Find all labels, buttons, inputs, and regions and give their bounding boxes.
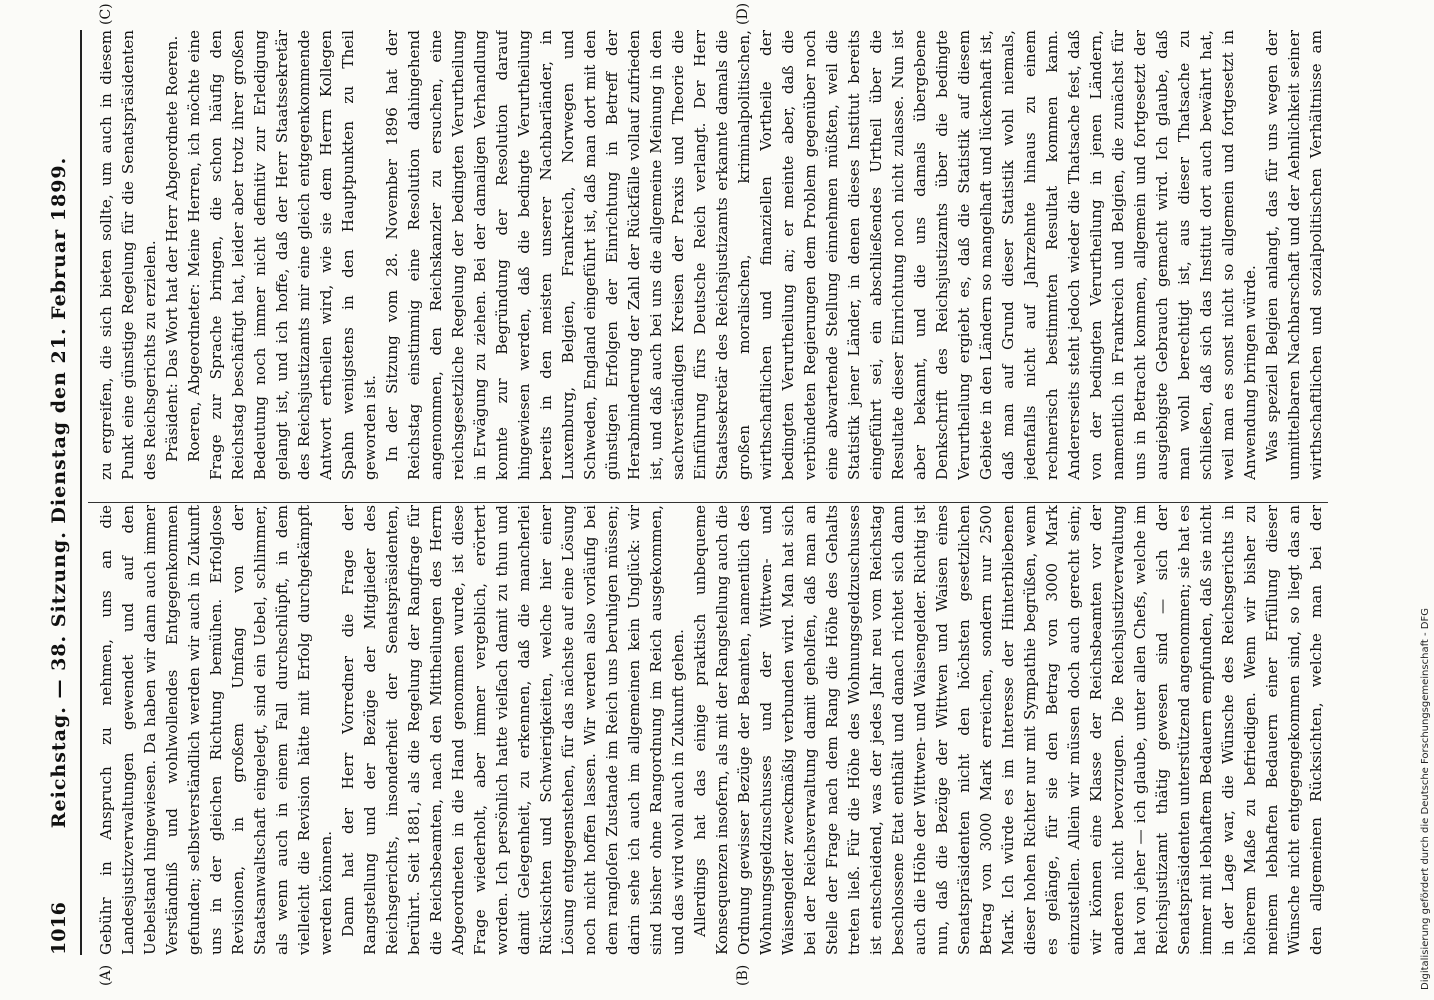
margin-mark-b: (B) [735, 964, 751, 986]
page-header [40, 30, 82, 955]
digitization-credit: Digitalisierung gefördert durch die Deutsche Forschungsgemeinschaft - DFG [1420, 607, 1431, 990]
paragraph: Was speziell Belgien anlangt, das für uns wegen der unmittelbaren Nachbarschaft und der Aehnlichkeit seiner wirthschaftlichen und sozialpolitischen Verhältnisse am [1263, 30, 1325, 480]
margin-mark-c: (C) [98, 3, 114, 25]
column-divider [88, 502, 1328, 503]
left-column [95, 505, 1325, 955]
paragraph: Gebühr in Anspruch zu nehmen, uns an die Landesjustizverwaltungen gewendet und auf den Uebelstand hingewiesen. Da haben wir dann auch immer Verständniß und wohlwollendes Entgegenkommen gefunden; selbstverständlich werden wir auch in Zukunft uns in der gleichen Richtung bemühen. Erfolglose Revisionen, in großem Umfang von der Staatsanwaltschaft eingelegt, sind ein Uebel, schlimmer, als wenn auch in einem Fall durchschlüpft, in dem vielleicht die Revision hätte mit Erfolg durchgekämpft werden können. [97, 505, 335, 955]
paragraph: Dann hat der Herr Vorredner die Frage der Rangstellung und der Bezüge der Mitglieder des Reichsgerichts, insonderheit der Senatspräsidenten, berührt. Seit 1881, als die Regelung der Rangfrage für die Reichsbeamten, nach den Mittheilungen des Herrn Abgeordneten in die Hand genommen wurde, ist diese Frage wiederholt, aber immer vergeblich, erörtert worden. Ich persönlich hatte vielfach damit zu thun und damit Gelegenheit, zu erkennen, daß die mancherlei Rücksichten und Schwierigkeiten, welche hier einer Lösung entgegenstehen, für das nächste auf eine Lösung noch nicht hoffen lassen. Wir werden also vorläufig bei dem rangloſen Zustande im Reich uns beruhigen müssen; darin sehe ich auch im allgemeinen kein Unglück: wir sind bisher ohne Rangordnung im Reich ausgekommen, und das wird wohl auch in Zukunft gehen. [339, 505, 687, 955]
paragraph: Allerdings hat das einige praktisch unbequeme Konsequenzen insofern, als mit der Rangstellung auch die Ordnung gewisser Bezüge der Beamten, namentlich des Wohnungsgeldzuschusses und der Wittwen- und Waisengelder zweckmäßig verbunden wird. Man hat sich bei der Reichsverwaltung damit geholfen, daß man an Stelle der Frage nach dem Rang die Höhe des Gehalts treten ließ. Für die Höhe des Wohnungsgeldzuschusses ist entscheidend, was der jedes Jahr neu vom Reichstag beschlossene Etat enthält und danach richtet sich dann auch die Höhe der Wittwen- und Waisengelder. Richtig ist nun, daß die Bezüge der Wittwen und Waisen eines Senatspräsidenten nicht den höchsten gesetzlichen Betrag von 3000 Mark erreichen, sondern nur 2500 Mark. Ich würde es im Interesse der Hinterbliebenen dieser hohen Richter nur mit Sympathie begrüßen, wenn es gelänge, für sie den Betrag von 3000 Mark einzustellen. Allein wir müssen doch auch gerecht sein; wir können eine Klasse der Reichsbeamten vor der anderen nicht bevorzugen. Die Reichsjustizverwaltung hat von jeher — ich glaube, unter allen Chefs, welche im Reichsjustizamt thätig gewesen sind — sich der Senatspräsidenten unterstützend angenommen; sie hat es immer mit lebhaftem Bedauern empfunden, daß sie nicht in der Lage war, die Wünsche des Reichsgerichts in höherem Maße zu befriedigen. Wenn wir bisher zu meinem lebhaften Bedauern einer Erfüllung dieser Wünsche nicht entgegengekommen sind, so liegt das an den allgemeinen Rücksichten, welche man bei der [691, 505, 1325, 955]
page-number: 1016 [48, 902, 70, 955]
margin-mark-d: (D) [735, 2, 751, 25]
paragraph: zu ergreifen, die sich bieten sollte, um auch in diesem Punkt eine günstige Regelung für die Senatspräsidenten des Reichsgerichts zu erzielen. [97, 30, 159, 480]
margin-mark-a: (A) [98, 964, 114, 986]
page-title: Reichstag. — 38. Sitzung. Dienstag den 21. Februar 1899. [48, 156, 70, 829]
paragraph: In der Sitzung vom 28. November 1896 hat der Reichstag einstimmig eine Resolution dahingehend angenommen, den Reichskanzler zu ersuchen, eine reichsgesetzliche Regelung der bedingten Verurtheilung in Erwägung zu ziehen. Bei der damaligen Verhandlung konnte zur Begründung der Resolution darauf hingewiesen werden, daß die bedingte Verurtheilung bereits in den meisten unserer Nachbarländer, in Luxemburg, Belgien, Frankreich, Norwegen und Schweden, England eingeführt ist, daß man dort mit den günstigen Erfolgen der Einrichtung in Betreff der Herabminderung der Zahl der Rückfälle vollauf zufrieden ist, und daß auch bei uns die allgemeine Meinung in den sachverständigen Kreisen der Praxis und Theorie die Einführung fürs Deutsche Reich verlangt. Der Herr Staatssekretär des Reichsjustizamts erkannte damals die großen moralischen, kriminalpolitischen, wirthschaftlichen und finanziellen Vortheile der bedingten Verurtheilung an; er meinte aber, daß die verbündeten Regierungen dem Problem gegenüber noch eine abwartende Stellung einnehmen müßten, weil die Statistik jener Länder, in denen dieses Institut bereits eingeführt sei, ein abschließendes Urtheil über die Resultate dieser Einrichtung noch nicht zulasse. Nun ist aber bekannt, und die uns damals übergebene Denkschrift des Reichsjustizamts über die bedingte Verurtheilung ergiebt es, daß die Statistik auf diesem Gebiete in den Ländern so mangelhaft und lückenhaft ist, daß man auf Grund dieser Statistik wohl niemals, jedenfalls nicht auf Jahrzehnte hinaus zu einem rechnerisch bestimmten Resultat kommen kann. Andererseits steht jedoch wieder die Thatsache fest, daß von der bedingten Verurtheilung in jenen Ländern, namentlich in Frankreich und Belgien, die zunächst für uns in Betracht kommen, allgemein und fortgesetzt der ausgiebigste Gebrauch gemacht wird. Ich glaube, daß man wohl berechtigt ist, aus dieser Thatsache zu schließen, daß sich das Institut dort auch bewährt hat, weil man es sonst nicht so allgemein und fortgesetzt in Anwendung bringen würde. [383, 30, 1259, 480]
right-column [95, 30, 1325, 480]
paragraph: Roeren, Abgeordneter: Meine Herren, ich möchte eine Frage zur Sprache bringen, die schon häufig den Reichstag beschäftigt hat, leider aber trotz ihrer großen Bedeutung noch immer nicht definitiv zur Erledigung gelangt ist, und ich hoffe, daß der Herr Staatssekretär des Reichsjustizamts mir eine gleich entgegenkommende Antwort ertheilen wird, wie sie dem Herrn Kollegen Spahn wenigstens in den Hauptpunkten zu Theil geworden ist. [185, 30, 379, 480]
paragraph: Präsident: Das Wort hat der Herr Abgeordnete Roeren. [163, 35, 181, 462]
